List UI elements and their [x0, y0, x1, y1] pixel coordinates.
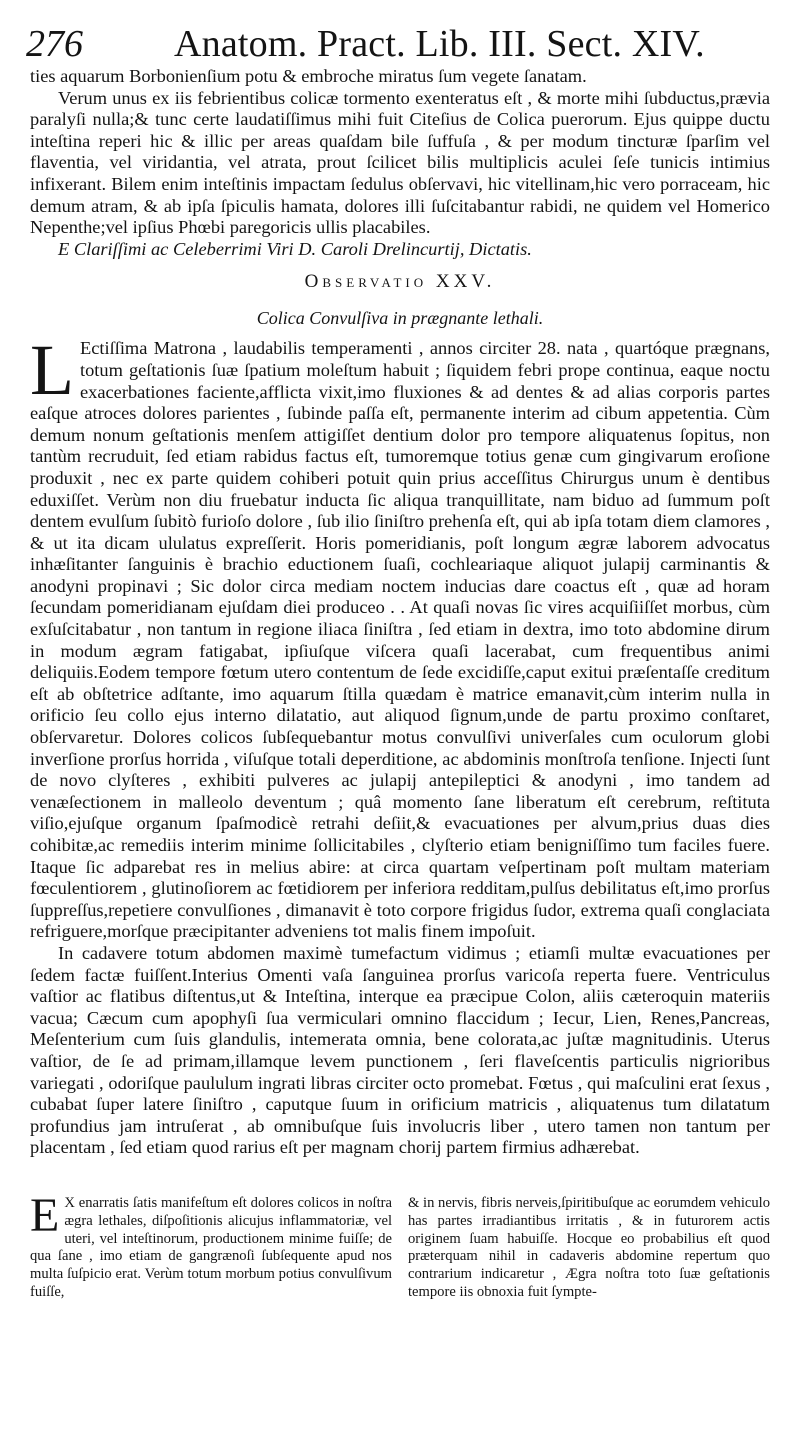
- scholion-left-column: [30, 1188, 392, 1302]
- case-paragraph: [30, 330, 770, 943]
- paragraph-colica-puerorum: Verum unus ex iis febrientibus colicæ tormento exenteratus eſt , & morte mihi ſubductus,prævia paralyſi nulla;& tunc certe laudatiſſimus mihi fuit Citeſius de Colica puerorum. Ejus quippe ductu inteſtina reperi hic & illic per areas quaſdam bile ſuffuſa , & per modum tincturæ ſparſim vel flaventia, vel viridantia, vel atrata, prout ſcilicet bilis multiplicis aculei ſeſe tunicis intimius infixerant. Bilem enim inteſtinis impactam ſedulus obſervavi, hic vitellinam,hic vero porraceam, hic demum atram, & ab ipſa ſpiculis hamata, dolores illi ſuſcitabantur rabidi, ne quidem vel Homerico Nepenthe;vel ipſius Phœbi paregoricis ullis placabiles.: [30, 87, 770, 238]
- scholion-left-text: X enarratis ſatis manifeſtum eſt dolores colicos in noſtra ægra lethales, diſpoſitionis alicujus inflammatoriæ, vel uteri, vel inteſtinorum, productionem minime fuiſſe; de qua ſane , imo etiam de gangrænoſi ſubſequente apud nos multa ſuſpicio erat. Verùm totum morbum potius convulſivum fuiſſe,: [30, 1194, 392, 1300]
- scholion-columns: [30, 1188, 770, 1302]
- observation-title: Observatio XXV.: [304, 271, 496, 293]
- page-header: [26, 18, 786, 70]
- scholion-right-column: [408, 1195, 770, 1302]
- case-paragraph-text: Ectiſſima Matrona , laudabilis temperamenti , annos circiter 28. nata , quartóque prægnans, totum geſtationis ſuæ ſpatium moleſtum habuit ; ſiquidem febri prope continua, eaque noctu exacerbationes faciente,afflicta vixit,imo fluxiones & ad dentes & ad alias corporis partes eaſque atroces dolores parientes , ſubinde paſſa eſt, permanente interim ad cibum appetentia. Cùm demum nonum geſtationis menſem attigiſſet dentium dolor pro tempore aliquatenus ſopitus, non tantùm recruduit, ſed etiam rabidus factus eſt, tumoremque totius genæ cum gingivarum eroſione produxit , nec ex parte quidem cohiberi potuit quin prius acceſſitus Chirurgus unum è dentibus eduxiſſet. Verùm non diu fruebatur inducta ſic aliqua tranquillitate, nam biduo ad ſummum poſt dentem evulſum ſubitò furioſo dolore , ſub ilio ſiniſtro prehenſa eſt, qui ab ipſa totam diem clamores , & ut ita dicam ululatus expreſſerit. Horis pomeridianis, poſt longum ægræ laborem advocatus inhæſitanter ſanguinis è brachio eductionem ſuaſi, cochleariaque aliquot julapij carminantis & anodyni propinavi ; Sic dolor circa mediam noctem inducias dare coactus eſt , quæ ad horam ſecundam pomeridianam ejuſdam diei produceo . . At quaſi novas ſic vires acquiſiiſſet morbus, cùm exſuſcitabatur , non tantum in regione iliaca ſiniſtra , ſed etiam in dextra, imo toto abdomine dirum in modum ægram fatigabat, ipſiuſque viſcera quaſi lacerabat, cum frequentibus animi deliquiis.Eodem tempore fœtum utero contentum de ſede excidiſſe,caput exitui præſentaſſe creditum eſt ab obſtetrice adſtante, imo aquarum ſtilla quædam è matrice emanavit,cùm interim nulla in orificio ſeu collo ejus interno dilatatio, aut aliquod ſignum,unde de partu proximo conſtaret, obſervaretur. Dolores colicos ſubſequebantur motus convulſivi univerſales cum oculorum globi inverſione prorſus horrida , viſuſque totali deperditione, ac abdominis monſtroſa tenſione. Injecti ſunt de novo clyſteres , exhibiti pulveres ac julapij antepileptici & anodyni , imo tandem ad venæſectionem in malleolo deventum ; quâ momento ſane liberatum eſt cerebrum, reſtituta viſio,ejuſque organum ſpaſmodicè retrahi deſiit,& evacuationes per alvum,prius duas dies cohibitæ,ac remediis interim minime ſollicitabiles , clyſterio etiam benigniſſimo tum faciles fuere. Itaque ſic adparebat res in melius abire: at circa quartam veſpertinam poſt multam materiam fœculentiorem , glutinoſiorem ac fœtidiorem per inferiora redditam,pulſus debilitatus eſt,imo prorſus ſuppreſſus,repetiere convulſiones , dimanavit è toto corpore frigidus ſudor, extrema quaſi conglaciata refriguere,morſque præcipitanter adveniens tot malis finem impoſuit.: [30, 338, 770, 942]
- scholion-drop-cap: E: [30, 1188, 60, 1242]
- carryover-line: ties aquarum Borbonienſium potu & embroche miratus ſum vegete ſanatam.: [30, 66, 587, 86]
- page-body: [30, 66, 770, 1302]
- page-number: 276: [26, 23, 83, 65]
- observation-subtitle: Colica Convulſiva in prægnante lethali.: [256, 308, 544, 329]
- attribution-line: E Clariſſimi ac Celeberrimi Viri D. Caroli Drelincurtij, Dictatis.: [58, 238, 532, 259]
- scholion-gap: [30, 1159, 770, 1195]
- running-head: Anatom. Pract. Lib. III. Sect. XIV.: [174, 23, 705, 65]
- autopsy-paragraph: In cadavere totum abdomen maximè tumefactum vidimus ; etiamſi multæ evacuationes per ſedem factæ fuiſſent.Interius Omenti vaſa ſanguinea prorſus varicoſa reperta fuere. Ventriculus vaſtior ac flatibus diſtentus,ut & Inteſtina, interque ea præcipue Colon, aliis cæteroquin materiis vacua; Cæcum cum apophyſi ſua vermiculari omnino flaccidum ; Iecur, Lien, Renes,Pancreas, Meſenterium cum ſuis glandulis, intemerata omnia, bene colorata,ac juſtæ magnitudinis. Uterus vaſtior, de ſe ad primam,illamque levem punctionem , ſeri flaveſcentis particulis nigrioribus variegati , odoriſque paululum ingrati libras circiter octo promebat. Fœtus , qui maſculini erat ſexus , cubabat ſuper latere ſiniſtro , caputque ſuum in orificium matricis , aliquatenus tum dilatatum profundius jam intruſerat , ab omnibuſque ſuis involucris liber , utero tamen non tantum per placentam , ſed etiam quod rarius eſt per magnam chorij partem firmius adhærebat.: [30, 942, 770, 1158]
- drop-cap-letter: L: [30, 330, 74, 411]
- scholion-right-text: & in nervis, fibris nerveis,ſpiritibuſque ac eorumdem vehiculo has partes irradiantibus irritatis , & in futurorem actis originem ſuam habuiſſe. Hocque eo probabilius eſt quod præterquam nihil in cadaveris abdomine repertum quo contrarium indicaretur , Ægra noſtra toto ſuæ geſtationis tempore iis obnoxia fuit ſympte-: [408, 1194, 770, 1300]
